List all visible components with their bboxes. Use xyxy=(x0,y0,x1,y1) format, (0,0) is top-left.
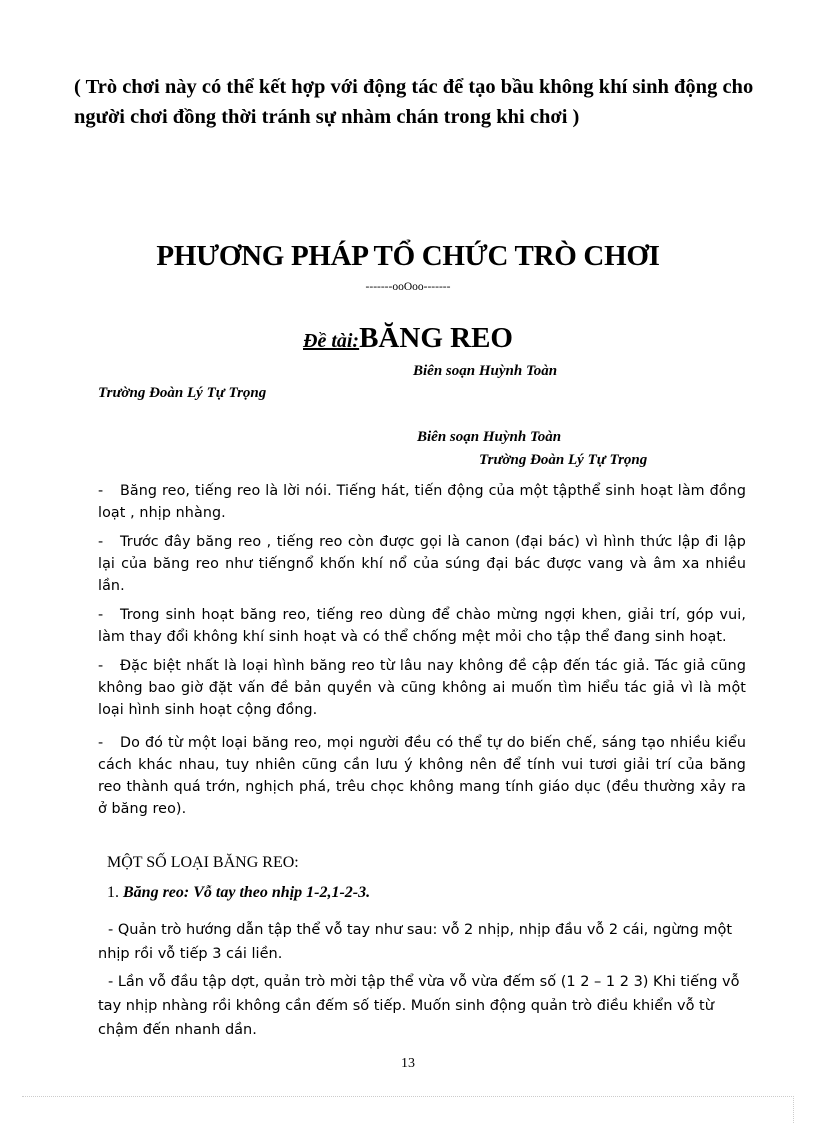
page-border xyxy=(22,1096,794,1097)
title-divider: -------ooOoo------- xyxy=(365,281,451,293)
page-number: 13 xyxy=(401,1056,415,1071)
page-border xyxy=(793,1096,794,1123)
step-text: - Lần vỗ đầu tập dợt, quản trò mời tập thể vừa vỗ vừa đếm số (1 2 – 1 2 3) Khi tiếng vỗ tay nhịp nhàng rồi không cần đếm số tiếp. Muốn sinh động quản trò điều khiển vỗ từ chậm đến nhanh dần. xyxy=(98,974,740,1038)
credit-author: Biên soạn Huỳnh Toàn xyxy=(413,363,558,379)
subject-title: BĂNG REO xyxy=(359,322,513,354)
paragraph: - Do đó từ một loại băng reo, mọi người đều có thể tự do biến chế, sáng tạo nhiều kiểu cách khác nhau, tuy nhiên cũng cần lưu ý không nên để tính vui tươi giải trí của băng reo thành quá trớn, nghịch phá, trêu chọc không mang tính giáo dục (đều thường xảy ra ở băng reo). xyxy=(98,735,746,817)
section-heading: MỘT SỐ LOẠI BĂNG REO: xyxy=(107,854,299,871)
subject-label: Đề tài: xyxy=(303,330,360,352)
paragraph: - Trước đây băng reo , tiếng reo còn được gọi là canon (đại bác) vì hình thức lập đi lập lại của băng reo như tiếngnổ khốn khí nổ của súng đại bác được vang và âm xa nhiều lần. xyxy=(98,534,746,594)
credit-school: Trường Đoàn Lý Tự Trọng xyxy=(479,452,648,468)
intro-note: ( Trò chơi này có thể kết hợp với động tác để tạo bầu không khí sinh động cho người chơi đồng thời tránh sự nhàm chán trong khi chơi ) xyxy=(74,76,754,128)
credit-school: Trường Đoàn Lý Tự Trọng xyxy=(98,385,267,401)
paragraph: - Trong sinh hoạt băng reo, tiếng reo dùng để chào mừng ngợi khen, giải trí, góp vui, làm thay đổi không khí sinh hoạt và có thể chống mệt mỏi cho tập thể đang sinh hoạt. xyxy=(98,607,746,645)
paragraph: - Đặc biệt nhất là loại hình băng reo từ lâu nay không đề cập đến tác giả. Tác giả cũng không bao giờ đặt vấn đề bản quyền và cũng không ai muốn tìm hiểu tác giả vì là một loại hình sinh hoạt cộng đồng. xyxy=(98,658,746,718)
paragraph: - Băng reo, tiếng reo là lời nói. Tiếng hát, tiến động của một tậpthể sinh hoạt làm đồng loạt , nhịp nhàng. xyxy=(98,483,746,521)
credit-author: Biên soạn Huỳnh Toàn xyxy=(417,429,562,445)
page-title: PHƯƠNG PHÁP TỔ CHỨC TRÒ CHƠI xyxy=(156,240,660,272)
subject-heading xyxy=(0,322,816,355)
list-item-title: 1. Băng reo: Vỗ tay theo nhịp 1-2,1-2-3. xyxy=(107,884,371,901)
step-text: - Quản trò hướng dẫn tập thể vỗ tay như sau: vỗ 2 nhịp, nhịp đầu vỗ 2 cái, ngừng một nhịp rồi vỗ tiếp 3 cái liền. xyxy=(98,922,733,962)
